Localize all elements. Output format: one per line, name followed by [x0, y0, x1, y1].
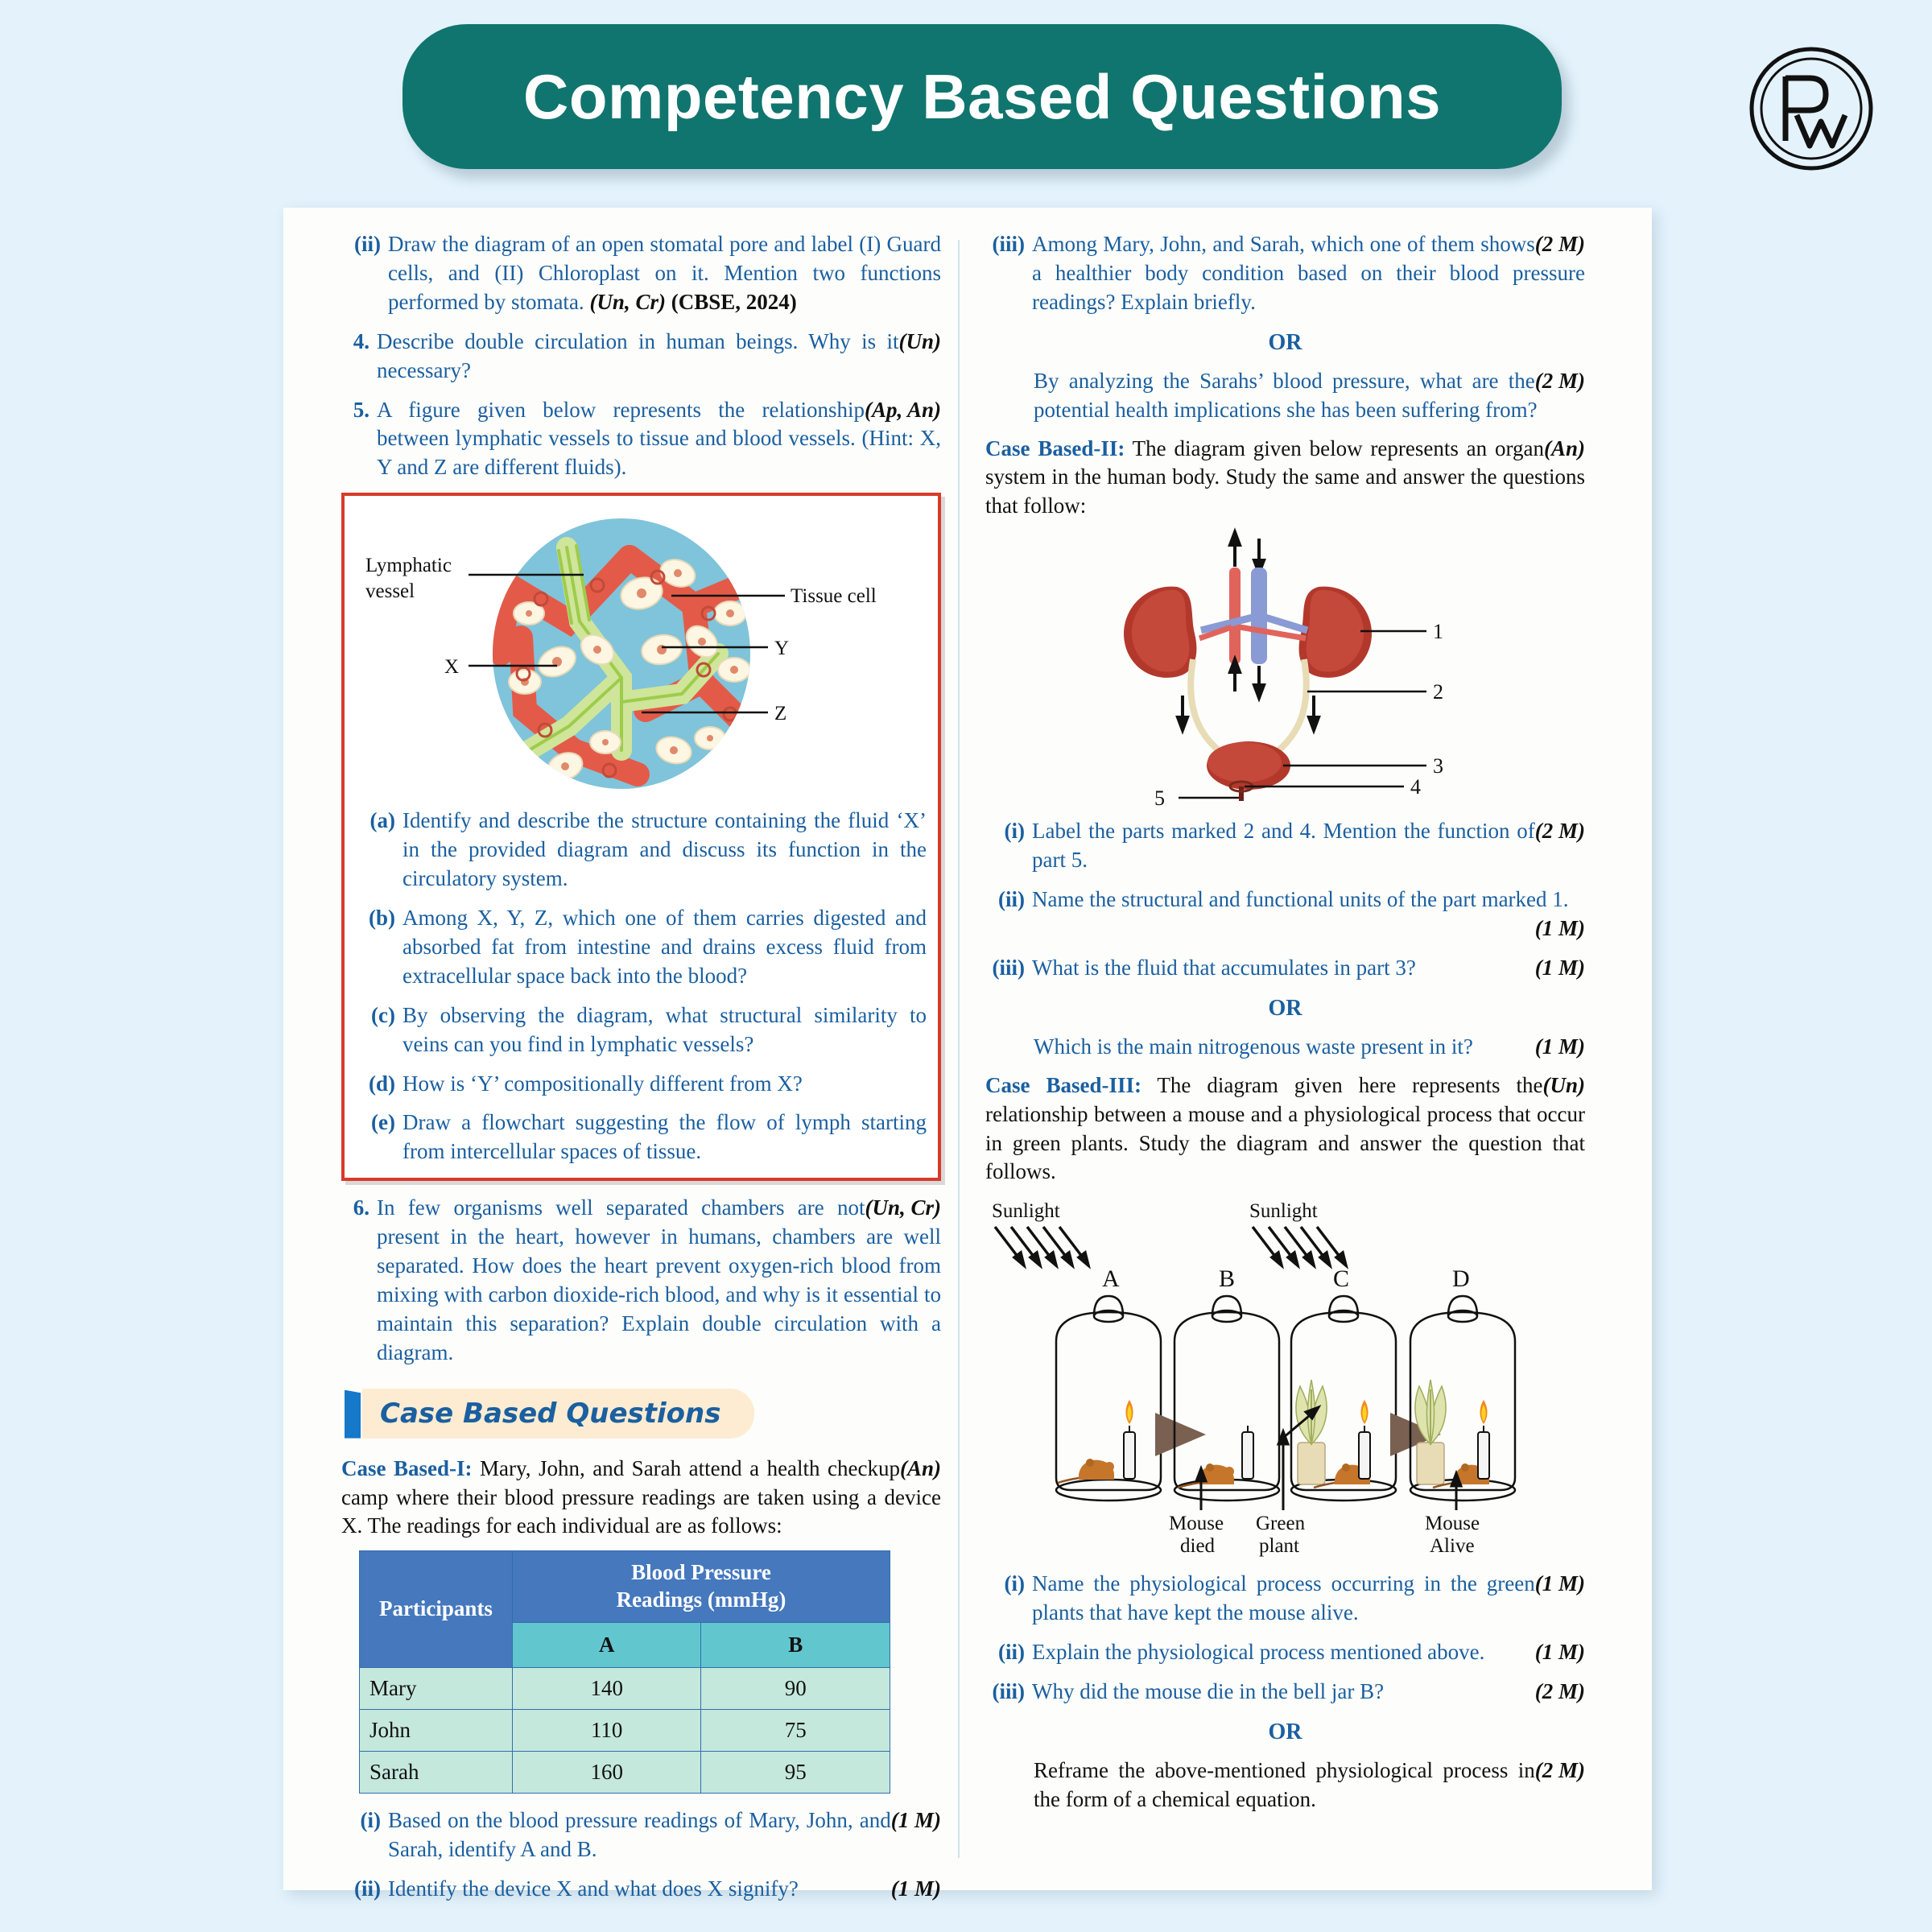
kidney-label-3: 3 — [1433, 754, 1443, 778]
marks-tag: (1 M) — [1534, 1571, 1585, 1596]
label-x: X — [444, 656, 460, 679]
table-header-row — [360, 1551, 890, 1623]
question-number: 6. — [353, 1195, 369, 1220]
question-text: Draw the diagram of an open stomatal pore and label (I) Guard cells, and (II) Chloroplast on it. Mention two functions performed by stomata. (Un, Cr) (CBSE, 2024) — [388, 232, 941, 314]
belljar-a — [1056, 1296, 1161, 1501]
case-label: Case Based-II: — [985, 436, 1125, 460]
question-text: (1 M) Name the physiological process occurring in the green plants that have kept the mouse alive. — [1032, 1571, 1585, 1625]
cell-a: 160 — [512, 1751, 701, 1793]
question-4 — [341, 328, 941, 386]
heading-pill — [362, 1389, 754, 1439]
heading-label: Case Based Questions — [380, 1397, 721, 1430]
right-column — [985, 230, 1585, 1824]
cell-name: John — [360, 1709, 513, 1751]
case-based-i-intro: (An) Case Based-I: Mary, John, and Sarah attend a health checkup camp where their blood pressure readings are taken using a device X. The readings for each individual are as follows: — [341, 1455, 941, 1538]
pw-logo — [1747, 44, 1876, 173]
subquestion-e — [356, 1108, 927, 1166]
skill-tag: (An) — [899, 1455, 941, 1480]
case-iii-question-iii — [985, 1678, 1585, 1707]
column-divider — [958, 240, 960, 1858]
label-lymphatic-vessel-line2: vessel — [365, 580, 415, 603]
label-z: Z — [774, 703, 787, 725]
question-5 — [341, 396, 941, 483]
belljar-c — [1291, 1296, 1396, 1501]
question-number: (ii) — [354, 1876, 381, 1901]
kidney-label-1: 1 — [1433, 620, 1443, 644]
cell-name: Sarah — [360, 1751, 513, 1793]
question-number: 5. — [353, 397, 369, 422]
label-sunlight-right: Sunlight — [1249, 1200, 1318, 1223]
marks-tag: (1 M) — [890, 1876, 941, 1901]
marks-tag: (2 M) — [1534, 368, 1585, 393]
question-number: (ii) — [998, 887, 1025, 912]
subquestion-c — [356, 1001, 927, 1059]
question-text: (2 M) Label the parts marked 2 and 4. Mention the function of part 5. — [1032, 819, 1585, 873]
header-banner — [402, 24, 1562, 169]
case-based-ii-intro: (An) Case Based-II: The diagram given below represents an organ system in the human body. Study the same and answer the questions that follow: — [985, 436, 1585, 518]
or-separator-2: OR — [1268, 995, 1302, 1021]
question-number: (iii) — [992, 232, 1025, 256]
case-based-questions-heading — [341, 1389, 941, 1439]
source-tag: (CBSE, 2024) — [671, 289, 797, 314]
question-number: (iii) — [992, 955, 1025, 980]
page-title: Competency Based Questions — [523, 60, 1441, 132]
case-label: Case Based-III: — [985, 1072, 1141, 1097]
cell-name: Mary — [360, 1667, 513, 1709]
subquestion-number: (a) — [369, 808, 395, 833]
heading-accent-bar — [345, 1390, 361, 1439]
skill-tag: (Un) — [1542, 1072, 1585, 1097]
marks-tag: (1 M) — [1534, 915, 1585, 940]
question-text: Name the structural and functional units of the part marked 1. (1 M) — [1032, 886, 1585, 943]
question-text: (2 M) Among Mary, John, and Sarah, which one of them shows a healthier body condition based on their blood pressure readings? Explain briefly. — [1032, 232, 1585, 314]
table-row — [360, 1709, 890, 1751]
question-number: 4. — [353, 328, 369, 353]
skill-tag: (Un, Cr) — [865, 1195, 941, 1220]
marks-tag: (2 M) — [1534, 1679, 1585, 1704]
question-text: (Ap, An) A figure given below represents the relationship between lymphatic vessels to tissue and blood vessels. (Hint: X, Y and Z are different fluids). — [377, 397, 941, 480]
caption-mouse-alive-l2: Alive — [1430, 1535, 1475, 1558]
question-6 — [341, 1194, 941, 1367]
question-text: (1 M) Identify the device X and what does X signify? — [388, 1875, 941, 1904]
caption-mouse-died-l1: Mouse — [1169, 1513, 1224, 1535]
marks-tag: (1 M) — [1534, 1034, 1585, 1059]
belljar-letter-c: C — [1333, 1265, 1350, 1293]
lymphatic-question-box — [341, 493, 941, 1181]
belljar-letter-d: D — [1452, 1265, 1470, 1293]
subquestion-a — [356, 807, 927, 894]
subquestion-text: Among X, Y, Z, which one of them carries digested and absorbed fat from intestine and drains excess fluid from extracellular space back into the blood? — [402, 905, 927, 988]
label-lymphatic-vessel-line1: Lymphatic — [365, 555, 452, 577]
cell-a: 140 — [512, 1667, 701, 1709]
cell-b: 95 — [701, 1751, 890, 1793]
subquestion-b — [356, 904, 927, 991]
lymphatic-vessel-diagram — [356, 509, 927, 807]
case-i-question-iii — [985, 230, 1585, 317]
kidney-label-5: 5 — [1154, 786, 1165, 811]
subheader-a: A — [512, 1622, 701, 1667]
subquestion-number: (c) — [371, 1002, 395, 1027]
kidney-label-4: 4 — [1410, 775, 1421, 799]
table-row — [360, 1667, 890, 1709]
marks-tag: (2 M) — [1534, 819, 1585, 844]
subquestion-text: How is ‘Y’ compositionally different from X? — [402, 1071, 803, 1096]
question-number: (ii) — [354, 232, 381, 256]
cell-b: 90 — [701, 1667, 890, 1709]
question-number: (iii) — [992, 1679, 1025, 1704]
question-number: (ii) — [998, 1640, 1025, 1665]
case-ii-question-iii — [985, 954, 1585, 983]
skill-tag: (Un, Cr) — [589, 289, 666, 314]
subquestion-number: (e) — [371, 1110, 395, 1135]
subquestion-text: By observing the diagram, what structural similarity to veins can you find in lymphatic vessels? — [402, 1002, 927, 1056]
excretory-system-diagram — [985, 530, 1585, 811]
subquestion-number: (d) — [369, 1071, 395, 1096]
banner-shape — [402, 24, 1562, 169]
marks-tag: (1 M) — [890, 1807, 941, 1832]
case-i-question-ii — [341, 1875, 941, 1904]
case-label: Case Based-I: — [341, 1455, 473, 1480]
cell-a: 110 — [512, 1709, 701, 1751]
document-sheet — [283, 208, 1652, 1901]
belljar-b — [1174, 1296, 1279, 1501]
header-participants: Participants — [360, 1551, 513, 1668]
subquestion-text: Identify and describe the structure containing the fluid ‘X’ in the provided diagram and discuss its function in the circulatory system. — [402, 808, 927, 891]
belljar-d — [1410, 1296, 1515, 1501]
question-text: (2 M) Why did the mouse die in the bell jar B? — [1032, 1678, 1585, 1707]
question-number: (i) — [360, 1807, 381, 1832]
skill-tag: (Ap, An) — [864, 397, 941, 422]
question-2ii — [341, 230, 941, 317]
skill-tag: (Un) — [898, 328, 941, 353]
case-iii-question-ii — [985, 1638, 1585, 1667]
table-row — [360, 1751, 890, 1793]
case-ii-question-i — [985, 817, 1585, 875]
marks-tag: (1 M) — [1534, 955, 1585, 980]
blood-pressure-table — [359, 1550, 890, 1794]
or-separator-3: OR — [1268, 1719, 1302, 1744]
skill-tag: (An) — [1543, 436, 1585, 460]
marks-tag: (2 M) — [1534, 1757, 1585, 1782]
question-text: (1 M) Based on the blood pressure readings of Mary, John, and Sarah, identify A and B. — [388, 1807, 941, 1861]
cell-b: 75 — [701, 1709, 890, 1751]
subheader-b: B — [701, 1622, 890, 1667]
label-tissue-cell: Tissue cell — [791, 585, 877, 608]
question-text: (1 M) Explain the physiological process mentioned above. — [1032, 1638, 1585, 1667]
case-based-iii-intro: (Un) Case Based-III: The diagram given here represents the relationship between a mouse and a physiological process that occur in green plants. Study the diagram and answer the question that follows. — [985, 1072, 1585, 1184]
kidney-label-2: 2 — [1433, 680, 1443, 704]
bell-jar-experiment-diagram — [985, 1196, 1585, 1558]
belljar-letter-b: B — [1219, 1265, 1236, 1293]
left-column — [341, 230, 941, 1914]
question-number: (i) — [1004, 819, 1025, 844]
question-text: (1 M) What is the fluid that accumulates in part 3? — [1032, 954, 1585, 983]
case-i-question-i — [341, 1806, 941, 1864]
header-readings: Blood Pressure Readings (mmHg) — [512, 1551, 890, 1623]
caption-mouse-alive-l1: Mouse — [1425, 1513, 1480, 1535]
caption-green-plant-l1: Green — [1256, 1513, 1306, 1535]
subquestion-d — [356, 1070, 927, 1099]
case-iii-or-question: (2 M) Reframe the above-mentioned physiological process in the form of a chemical equation. — [1034, 1757, 1585, 1811]
case-i-or-question: (2 M) By analyzing the Sarahs’ blood pressure, what are the potential health implications she has been suffering from? — [1034, 368, 1585, 422]
label-y: Y — [774, 638, 790, 660]
label-sunlight-left: Sunlight — [992, 1200, 1060, 1223]
case-ii-question-ii — [985, 886, 1585, 943]
case-iii-question-i — [985, 1570, 1585, 1628]
caption-mouse-died-l2: died — [1180, 1535, 1216, 1558]
or-separator-1: OR — [1268, 329, 1302, 355]
question-text: (Un, Cr) In few organisms well separated chambers are not present in the heart, however in humans, chambers are well separated. How does the heart prevent oxygen-rich blood from mixing with carbon dioxide-rich blood, and why is it essential to maintain this separation? Explain double circulation with a diagram. — [377, 1195, 941, 1364]
subquestion-number: (b) — [369, 905, 395, 930]
belljar-letter-a: A — [1102, 1265, 1120, 1293]
question-number: (i) — [1004, 1571, 1025, 1596]
marks-tag: (1 M) — [1534, 1640, 1585, 1665]
caption-green-plant-l2: plant — [1259, 1535, 1299, 1558]
subquestion-text: Draw a flowchart suggesting the flow of lymph starting from intercellular spaces of tissue. — [402, 1110, 927, 1164]
question-text: (Un) Describe double circulation in human beings. Why is it necessary? — [377, 328, 941, 382]
case-ii-or-question: (1 M) Which is the main nitrogenous waste present in it? — [1034, 1033, 1585, 1062]
marks-tag: (2 M) — [1534, 232, 1585, 256]
